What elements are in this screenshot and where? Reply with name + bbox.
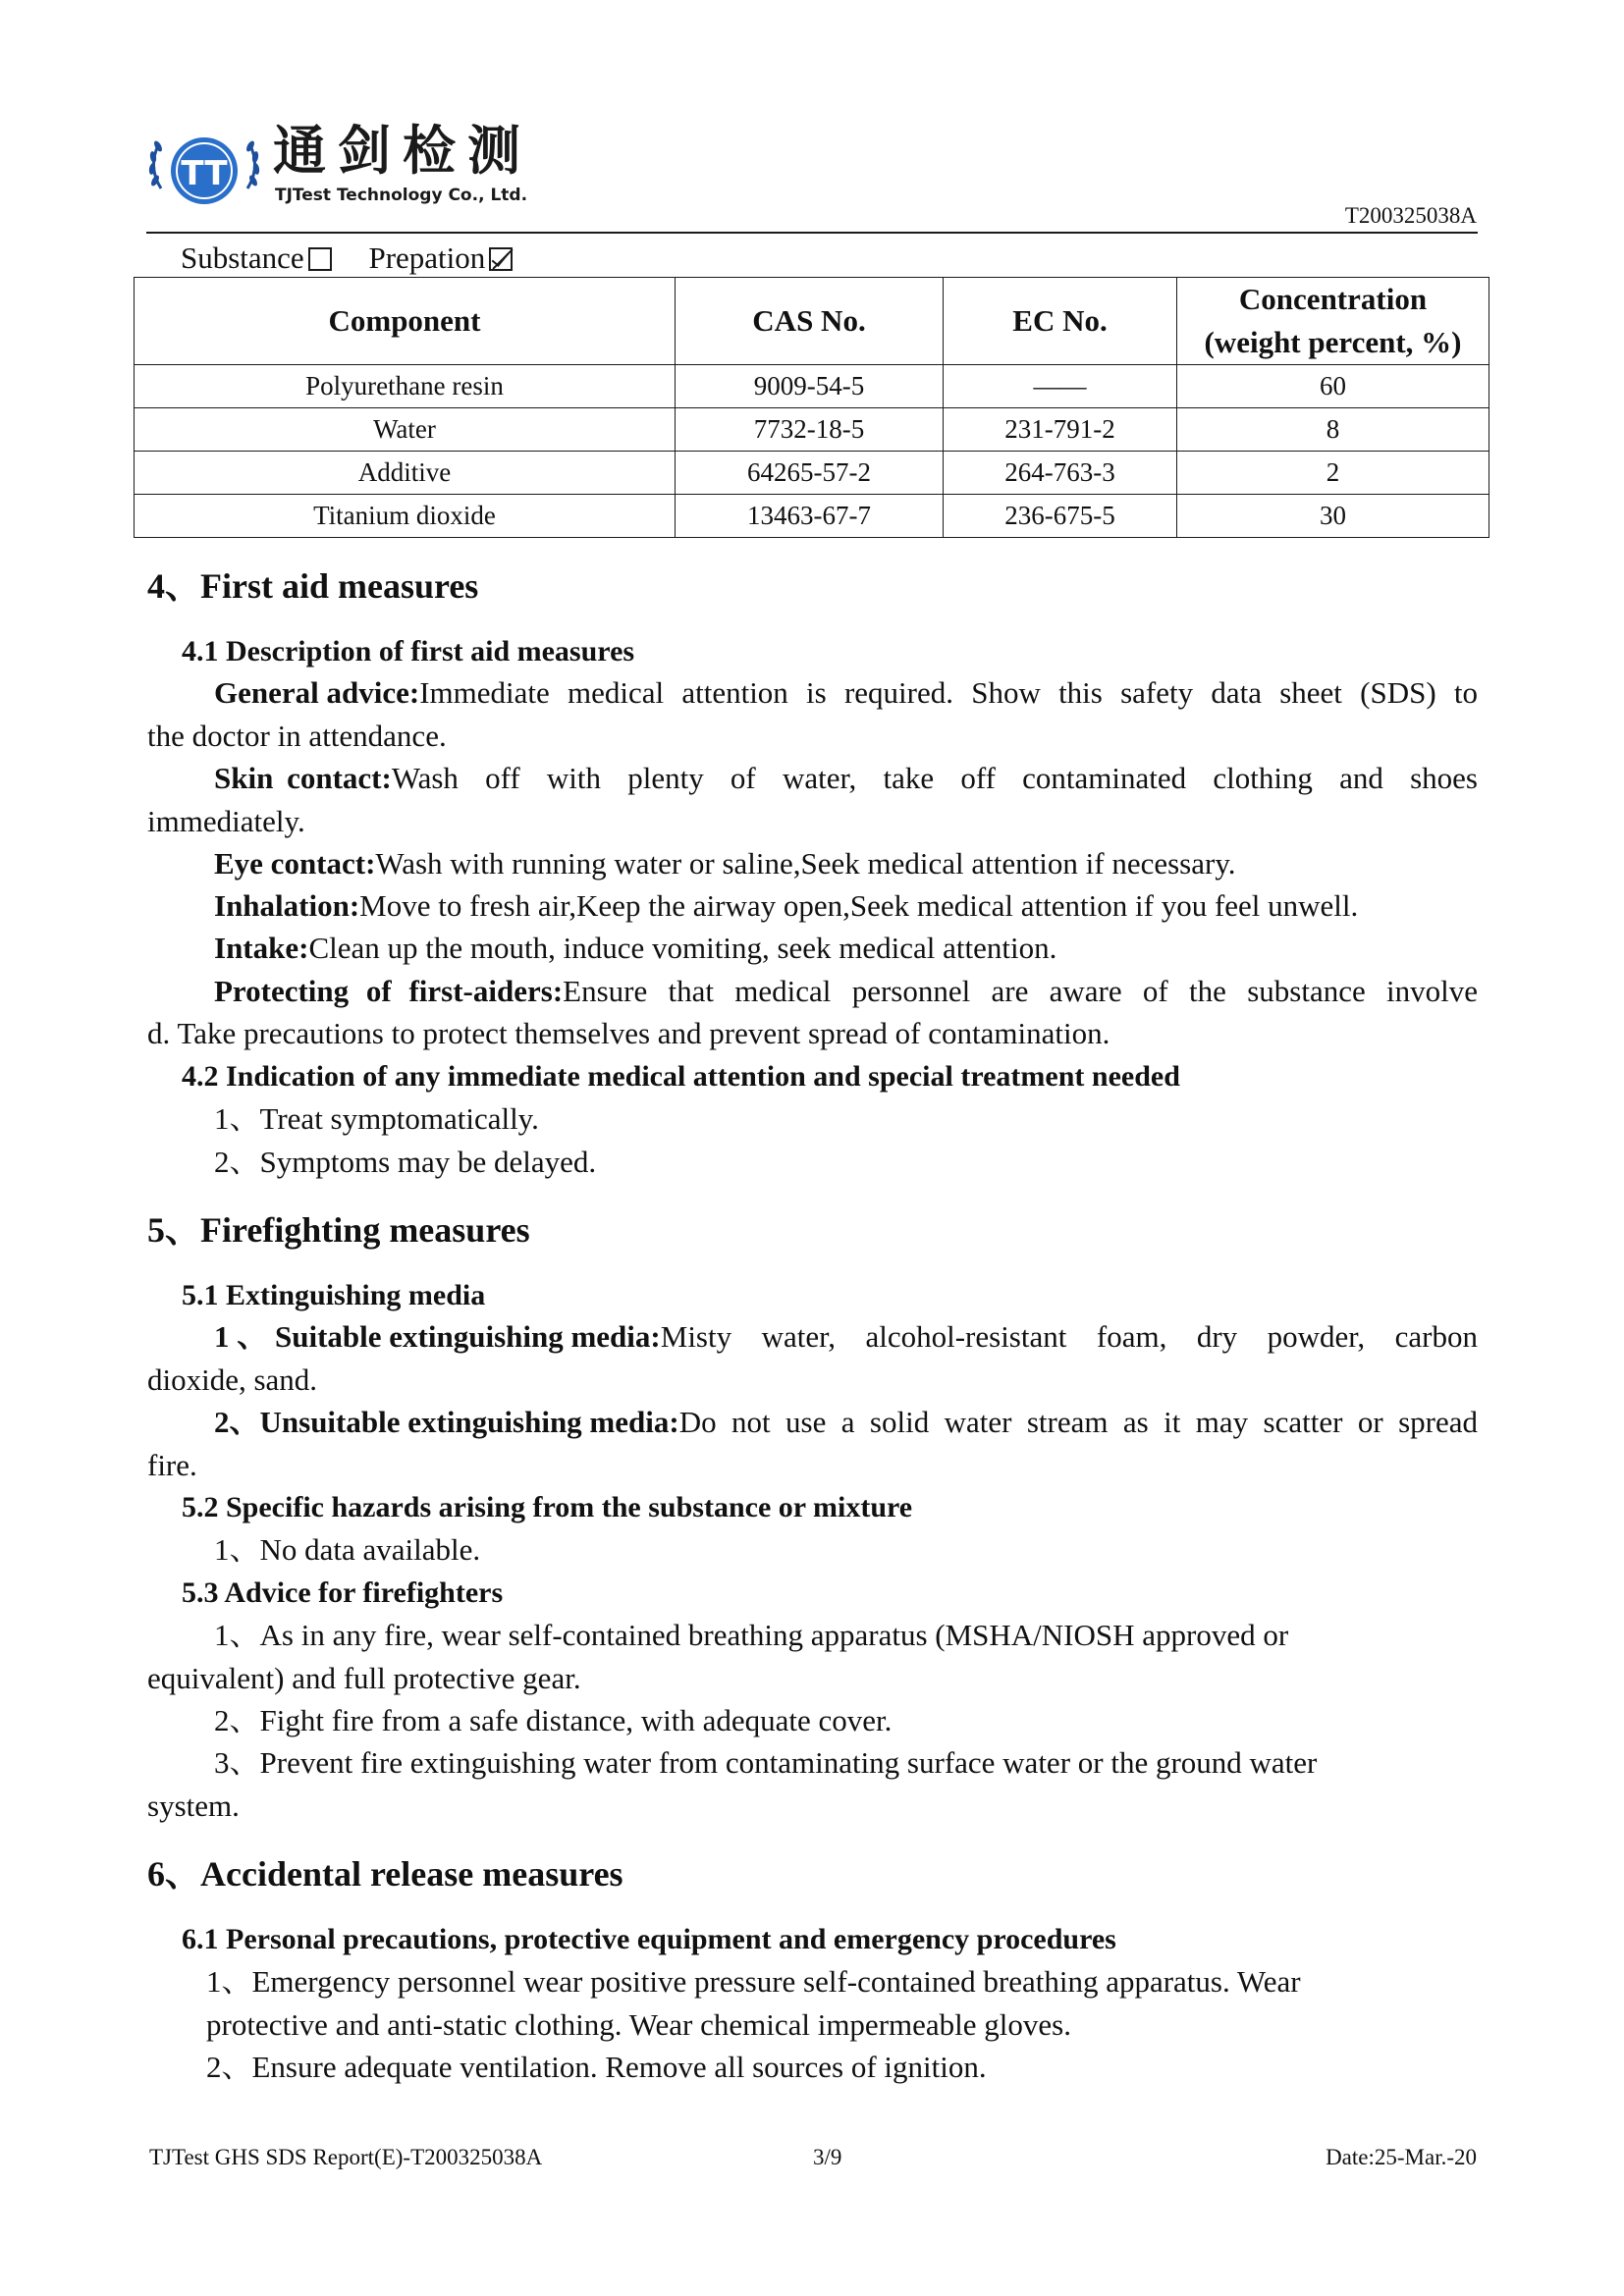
- subsection-4-1-heading: 4.1 Description of first aid measures: [182, 635, 635, 667]
- header-concentration-line1: Concentration: [1238, 282, 1428, 316]
- company-logo: [145, 120, 577, 218]
- unsuitable-media-line: [214, 1401, 1478, 1444]
- skin-contact-line: [214, 757, 1478, 800]
- header-divider: [146, 232, 1478, 234]
- substance-label: Substance: [181, 240, 304, 275]
- protecting-first-aiders-line: [214, 970, 1478, 1013]
- section-4-heading: 4、First aid measures: [147, 566, 479, 606]
- protecting-first-aiders-label: Protecting of first-aiders:: [214, 974, 564, 1008]
- cell-component: Additive: [135, 452, 676, 495]
- subsection-6-1-heading: 6.1 Personal precautions, protective equipment and emergency procedures: [182, 1923, 1116, 1955]
- footer-page-number: 3/9: [813, 2145, 842, 2169]
- cell-component: Water: [135, 408, 676, 452]
- general-advice-text: Immediate medical attention is required. Show this safety data sheet (SDS) to: [419, 675, 1478, 710]
- preparation-checkbox: [489, 247, 513, 271]
- skin-contact-text: Wash off with plenty of water, take off contaminated clothing and shoes: [391, 761, 1478, 795]
- header-concentration-line2: (weight percent, %): [1204, 325, 1462, 359]
- cell-ec: 236-675-5: [944, 495, 1177, 538]
- suitable-media-line: [214, 1315, 1478, 1359]
- intake-text: Clean up the mouth, induce vomiting, seek medical attention.: [308, 931, 1057, 965]
- general-advice-continuation: the doctor in attendance.: [147, 719, 447, 753]
- cell-cas: 13463-67-7: [676, 495, 944, 538]
- cell-ec: ——: [944, 365, 1177, 408]
- cell-concentration: 2: [1177, 452, 1489, 495]
- inhalation-text: Move to fresh air,Keep the airway open,Seek medical attention if you feel unwell.: [359, 888, 1359, 923]
- eye-contact-line: [214, 842, 1236, 885]
- list-item: 1、No data available.: [214, 1532, 481, 1567]
- list-item: 1、Emergency personnel wear positive pressure self-contained breathing apparatus. Wear: [206, 1964, 1301, 1999]
- list-item: 1、As in any fire, wear self-contained breathing apparatus (MSHA/NIOSH approved or: [214, 1618, 1289, 1652]
- table-row: [135, 452, 1489, 495]
- list-item: 3、Prevent fire extinguishing water from contaminating surface water or the ground water: [214, 1745, 1318, 1780]
- cell-concentration: 30: [1177, 495, 1489, 538]
- section-6-heading: 6、Accidental release measures: [147, 1854, 623, 1894]
- header-component: Component: [135, 278, 676, 365]
- subsection-5-1-heading: 5.1 Extinguishing media: [182, 1279, 486, 1311]
- subsection-4-2-heading: 4.2 Indication of any immediate medical attention and special treatment needed: [182, 1060, 1180, 1093]
- eye-contact-text: Wash with running water or saline,Seek medical attention if necessary.: [375, 846, 1236, 881]
- cell-ec: 231-791-2: [944, 408, 1177, 452]
- list-item-continuation: protective and anti-static clothing. Wear chemical impermeable gloves.: [206, 2007, 1071, 2042]
- section-5-heading: 5、Firefighting measures: [147, 1210, 530, 1250]
- unsuitable-media-label: 2、Unsuitable extinguishing media:: [214, 1405, 679, 1439]
- unsuitable-media-text: Do not use a solid water stream as it may scatter or spread: [678, 1405, 1478, 1439]
- subsection-5-2-heading: 5.2 Specific hazards arising from the substance or mixture: [182, 1491, 913, 1523]
- substance-checkbox: [308, 247, 332, 271]
- cell-ec: 264-763-3: [944, 452, 1177, 495]
- logo-emblem-icon: [145, 120, 263, 218]
- subsection-5-3-heading: 5.3 Advice for firefighters: [182, 1576, 504, 1609]
- skin-contact-label: Skin contact:: [214, 761, 392, 795]
- table-row: [135, 365, 1489, 408]
- header-ec: EC No.: [944, 278, 1177, 365]
- suitable-media-continuation: dioxide, sand.: [147, 1362, 318, 1397]
- protecting-first-aiders-continuation: d. Take precautions to protect themselves and prevent spread of contamination.: [147, 1016, 1110, 1050]
- cell-concentration: 60: [1177, 365, 1489, 408]
- report-id: T200325038A: [1344, 203, 1477, 228]
- preparation-label: Prepation: [368, 240, 486, 275]
- list-item-continuation: system.: [147, 1789, 240, 1823]
- cell-cas: 7732-18-5: [676, 408, 944, 452]
- protecting-first-aiders-text: Ensure that medical personnel are aware of the substance involve: [563, 974, 1478, 1008]
- header-cas: CAS No.: [676, 278, 944, 365]
- cell-concentration: 8: [1177, 408, 1489, 452]
- company-name-en: TJTest Technology Co., Ltd.: [275, 186, 528, 205]
- company-name-cn: 通剑检测: [273, 120, 532, 182]
- suitable-media-label: 1 、 Suitable extinguishing media:: [214, 1319, 661, 1354]
- list-item: 2、Fight fire from a safe distance, with adequate cover.: [214, 1703, 893, 1737]
- skin-contact-continuation: immediately.: [147, 804, 305, 838]
- list-item-continuation: equivalent) and full protective gear.: [147, 1661, 581, 1695]
- unsuitable-media-continuation: fire.: [147, 1448, 197, 1482]
- cell-cas: 64265-57-2: [676, 452, 944, 495]
- suitable-media-text: Misty water, alcohol-resistant foam, dry powder, carbon: [660, 1319, 1478, 1354]
- logo-mark: TT: [181, 154, 228, 193]
- intake-label: Intake:: [214, 931, 309, 965]
- cell-component: Titanium dioxide: [135, 495, 676, 538]
- eye-contact-label: Eye contact:: [214, 846, 376, 881]
- substance-type-line: [181, 239, 513, 278]
- footer-report-name: TJTest GHS SDS Report(E)-T200325038A: [149, 2145, 543, 2169]
- header-concentration: [1177, 278, 1489, 365]
- table-row: [135, 495, 1489, 538]
- inhalation-line: [214, 884, 1358, 928]
- footer-date: Date:25-Mar.-20: [1326, 2145, 1477, 2169]
- list-item: 2、Symptoms may be delayed.: [214, 1145, 597, 1179]
- general-advice-label: General advice:: [214, 675, 420, 710]
- list-item: 1、Treat symptomatically.: [214, 1101, 539, 1136]
- general-advice-line: [214, 671, 1478, 715]
- cell-cas: 9009-54-5: [676, 365, 944, 408]
- intake-line: [214, 927, 1056, 970]
- table-row: [135, 408, 1489, 452]
- list-item: 2、Ensure adequate ventilation. Remove all sources of ignition.: [206, 2050, 987, 2084]
- composition-table: [134, 277, 1489, 538]
- inhalation-label: Inhalation:: [214, 888, 360, 923]
- cell-component: Polyurethane resin: [135, 365, 676, 408]
- table-header-row: [135, 278, 1489, 365]
